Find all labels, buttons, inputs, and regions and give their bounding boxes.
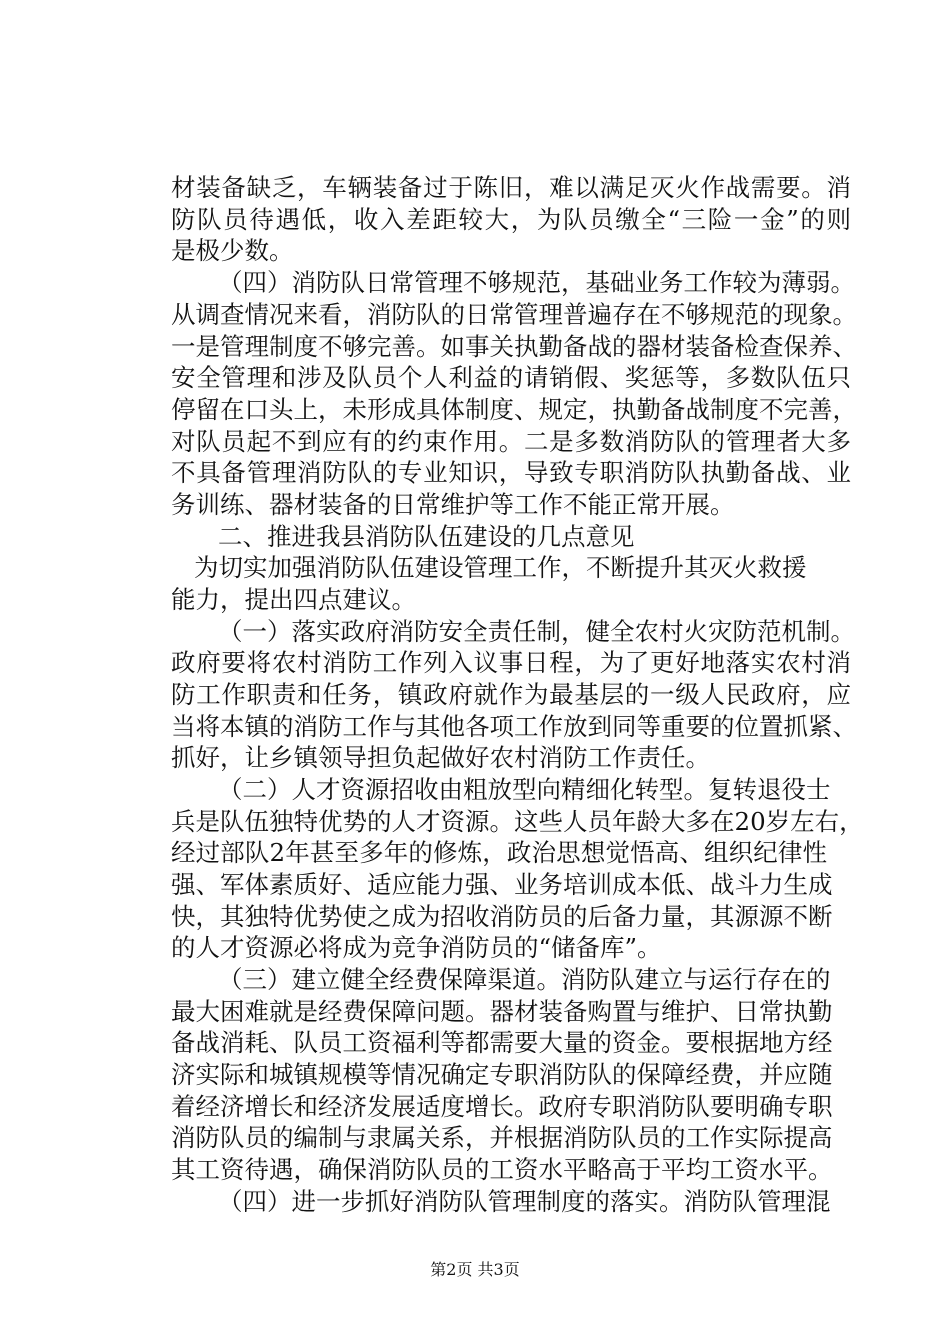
text-line: 最大困难就是经费保障问题。器材装备购置与维护、日常执勤 [171,997,833,1026]
text-line: 为切实加强消防队伍建设管理工作，不断提升其灭火救援 [194,553,807,582]
text-line: 其工资待遇，确保消防队员的工资水平略高于平均工资水平。 [171,1155,833,1184]
text-line: 是极少数。 [171,236,294,265]
text-line: 济实际和城镇规模等情况确定专职消防队的保障经费，并应随 [171,1060,833,1089]
text-line: 能力，提出四点建议。 [171,585,416,614]
text-line: 一是管理制度不够完善。如事关执勤备战的器材装备检查保养、 [171,332,857,361]
page-number-footer: 第2页 共3页 [430,1260,520,1279]
text-line: 材装备缺乏，车辆装备过于陈旧，难以满足灭火作战需要。消 [171,173,851,202]
text-line: 停留在口头上，未形成具体制度、规定，执勤备战制度不完善， [171,395,857,424]
text-line: 不具备管理消防队的专业知识，导致专职消防队执勤备战、业 [171,458,851,487]
text-line: 消防队员的编制与隶属关系，并根据消防队员的工作实际提高 [171,1123,833,1152]
text-line: 的人才资源必将成为竞争消防员的“储备库”。 [171,933,662,962]
text-line: 政府要将农村消防工作列入议事日程，为了更好地落实农村消 [171,648,851,677]
text-line: 防工作职责和任务，镇政府就作为最基层的一级人民政府，应 [171,680,851,709]
text-line: （四）消防队日常管理不够规范，基础业务工作较为薄弱。 [218,268,855,297]
text-line: 备战消耗、队员工资福利等都需要大量的资金。要根据地方经 [171,1028,833,1057]
text-line: 从调查情况来看，消防队的日常管理普遍存在不够规范的现象。 [171,300,857,329]
text-line: 防队员待遇低，收入差距较大，为队员缴全“三险一金”的则 [171,205,851,234]
text-line: 对队员起不到应有的约束作用。二是多数消防队的管理者大多 [171,427,851,456]
text-line: （二）人才资源招收由粗放型向精细化转型。复转退役士 [218,775,831,804]
section-heading: 二、推进我县消防队伍建设的几点意见 [218,522,635,551]
text-line: 当将本镇的消防工作与其他各项工作放到同等重要的位置抓紧、 [171,712,857,741]
text-line: 安全管理和涉及队员个人利益的请销假、奖惩等，多数队伍只 [171,363,851,392]
text-line: （四）进一步抓好消防队管理制度的落实。消防队管理混 [218,1187,831,1216]
text-line: （三）建立健全经费保障渠道。消防队建立与运行存在的 [218,965,831,994]
text-line: 强、军体素质好、适应能力强、业务培训成本低、战斗力生成 [171,870,833,899]
text-line: 快，其独特优势使之成为招收消防员的后备力量，其源源不断 [171,902,833,931]
text-line: 抓好，让乡镇领导担负起做好农村消防工作责任。 [171,743,710,772]
text-line: （一）落实政府消防安全责任制，健全农村火灾防范机制。 [218,617,855,646]
text-line: 兵是队伍独特优势的人才资源。这些人员年龄大多在20岁左右， [171,807,864,836]
text-line: 经过部队2年甚至多年的修炼，政治思想觉悟高、组织纪律性 [171,838,827,867]
text-line: 务训练、器材装备的日常维护等工作不能正常开展。 [171,490,735,519]
text-line: 着经济增长和经济发展适度增长。政府专职消防队要明确专职 [171,1092,833,1121]
